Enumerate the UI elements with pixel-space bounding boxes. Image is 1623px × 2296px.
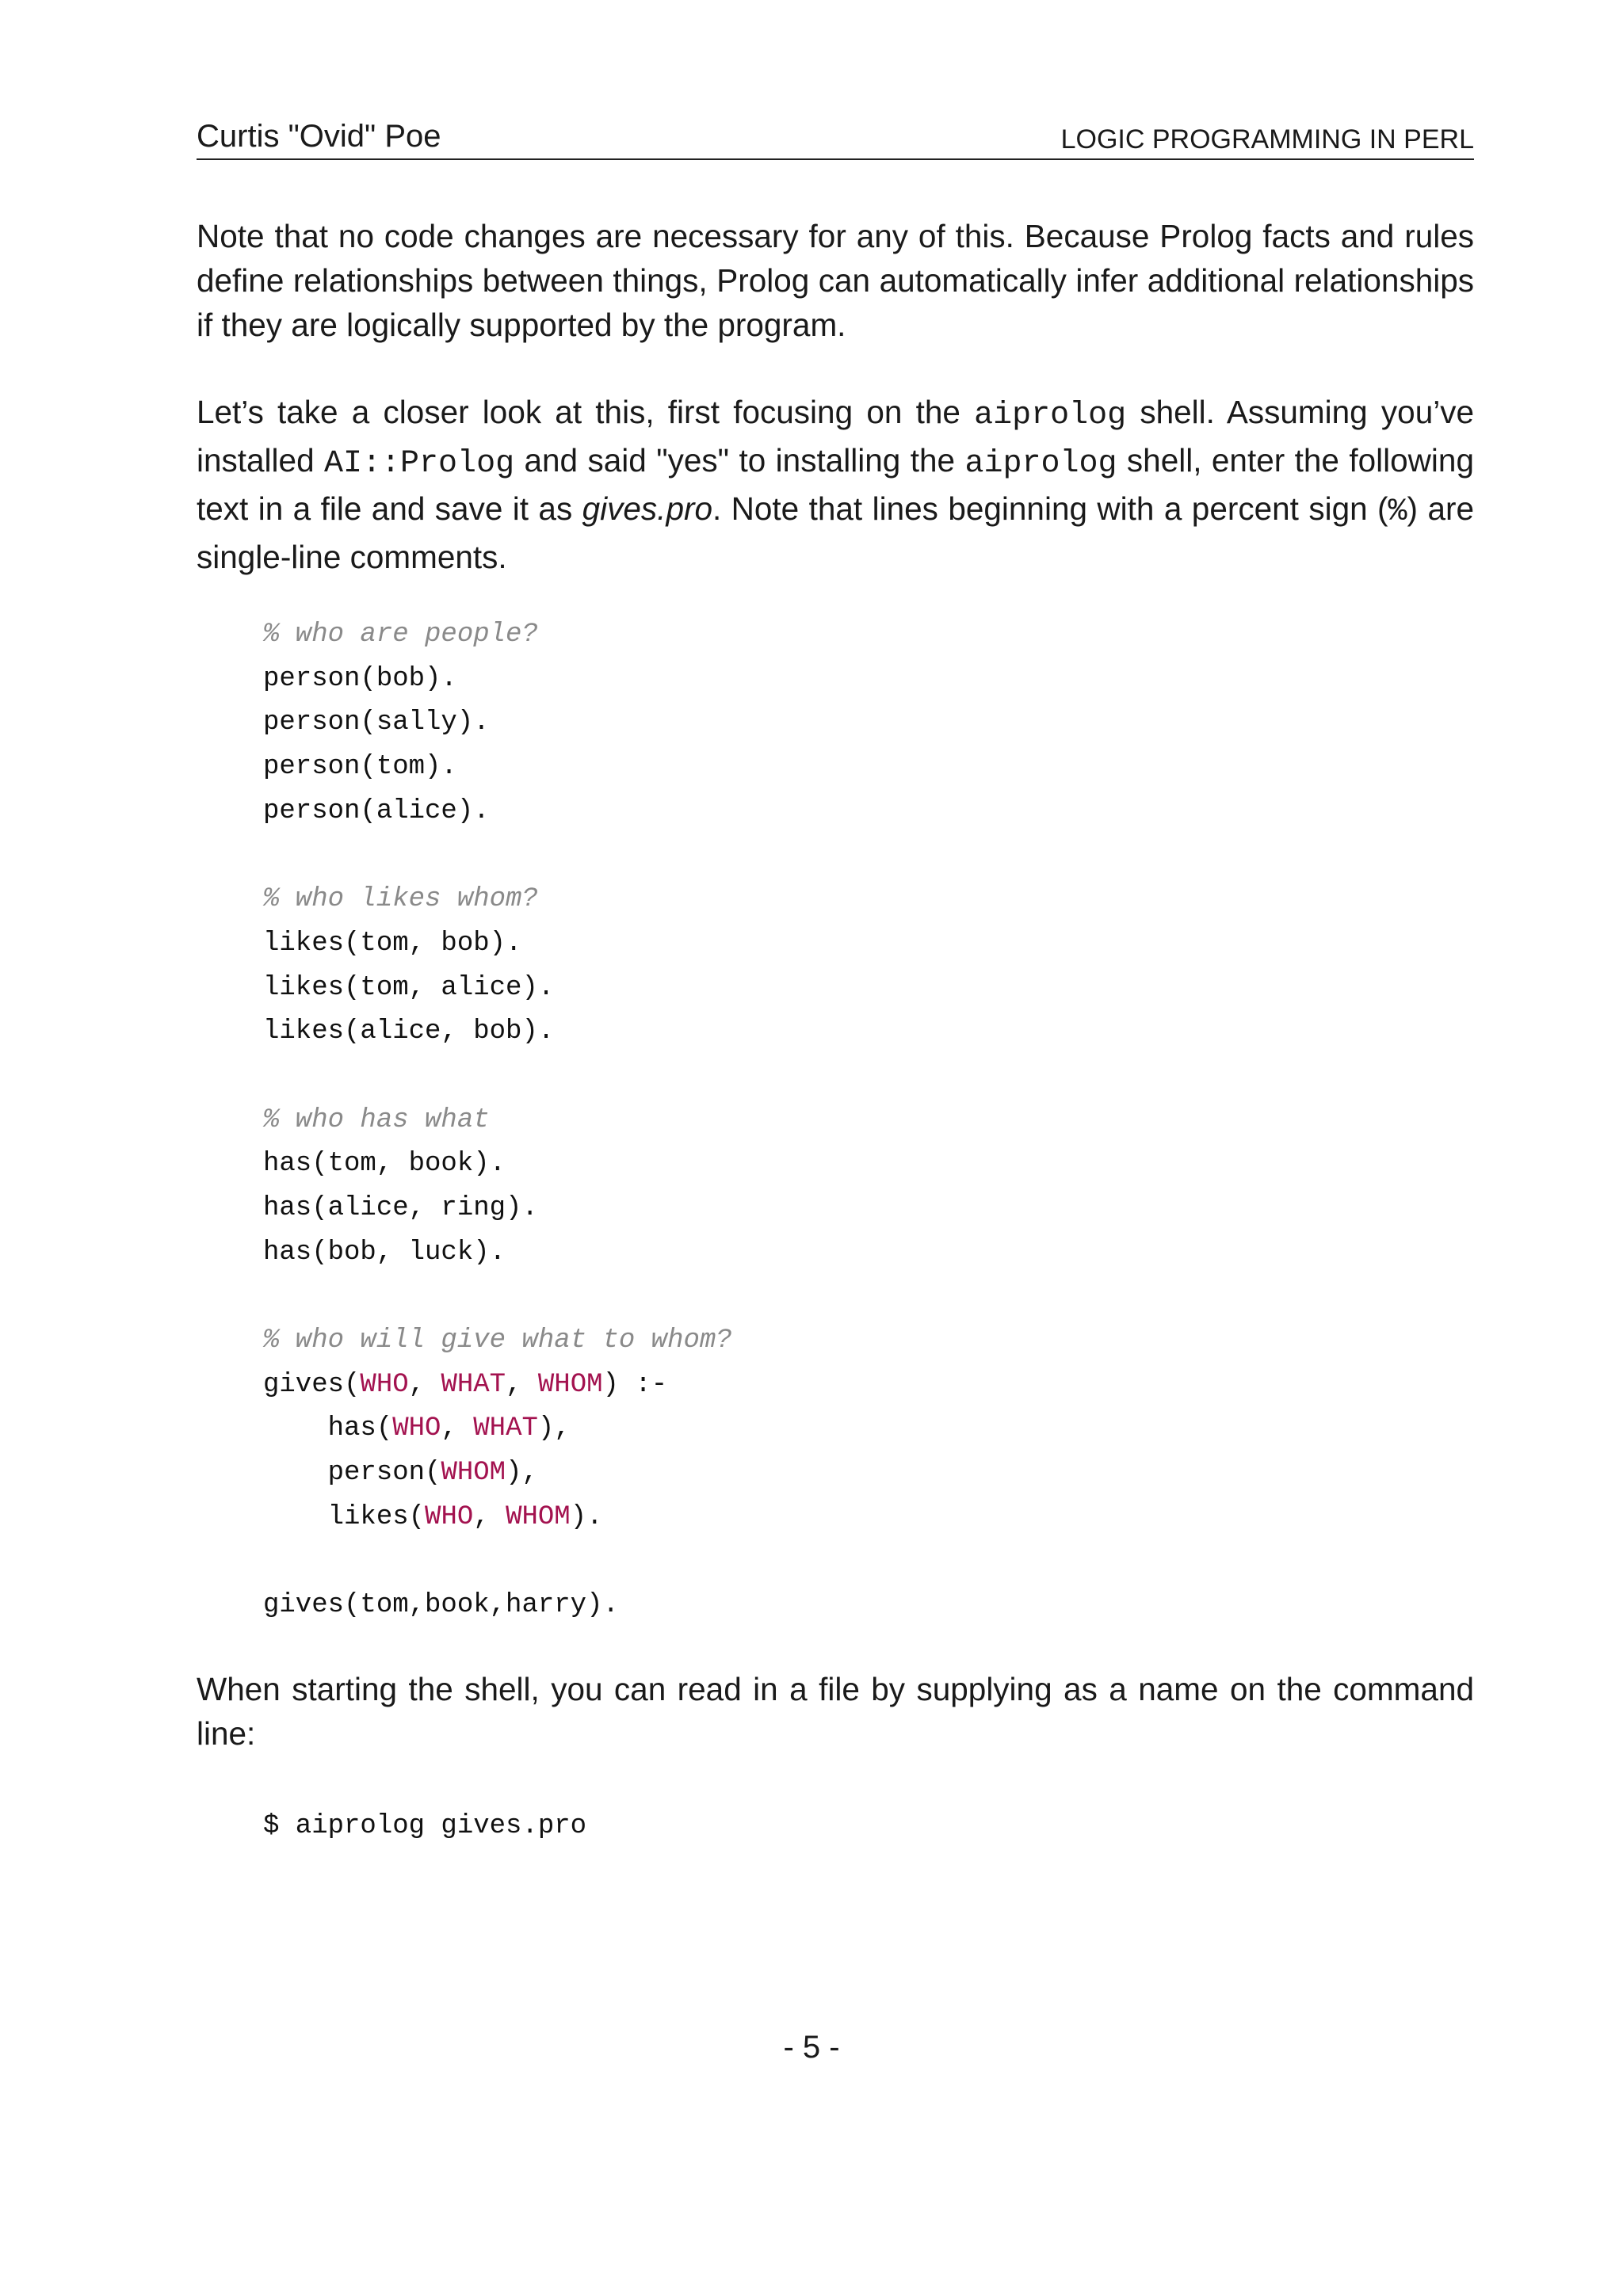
code-token: ), <box>506 1458 538 1489</box>
inline-code-aiprolog: aiprolog <box>964 446 1117 482</box>
shell-command <box>263 1805 586 1849</box>
code-token: ), <box>537 1413 571 1444</box>
code-line: $ aiprolog gives.pro <box>263 1811 587 1841</box>
code-variable: WHO <box>392 1413 441 1444</box>
code-rule-body <box>263 1407 732 1451</box>
code-token: likes( <box>263 1501 426 1532</box>
code-blank-line <box>263 1275 732 1319</box>
code-token: gives( <box>263 1369 361 1400</box>
inline-code-aiprolog: aiprolog <box>974 398 1127 433</box>
code-blank-line <box>263 1539 732 1584</box>
inline-code-percent: % <box>1388 494 1407 530</box>
prolog-code-listing <box>263 613 732 1628</box>
code-line: person(bob). <box>263 663 457 694</box>
filename-emphasis: gives.pro <box>582 490 712 527</box>
paragraph-shell-instructions <box>197 390 1474 579</box>
code-line: has(alice, ring). <box>263 1192 538 1223</box>
code-comment: % who has what <box>263 1104 490 1135</box>
code-blank-line <box>263 833 732 878</box>
page-header <box>197 113 1474 160</box>
code-rule-head <box>263 1363 732 1408</box>
paragraph-read-file: When starting the shell, you can read in a file by supplying as a name on the command line: <box>197 1671 1474 1752</box>
code-comment: % who likes whom? <box>263 884 538 915</box>
code-variable: WHOM <box>506 1501 571 1532</box>
code-comment: % who are people? <box>263 620 538 650</box>
code-line: person(tom). <box>263 752 457 783</box>
code-blank-line <box>263 1055 732 1099</box>
code-line: gives(tom,book,harry). <box>263 1590 619 1621</box>
code-line: person(sally). <box>263 707 490 738</box>
code-rule-body <box>263 1496 732 1540</box>
code-variable: WHOM <box>441 1458 506 1489</box>
header-author: Curtis "Ovid" Poe <box>197 119 441 154</box>
page-number: - 5 - <box>783 2030 840 2065</box>
code-token: , <box>473 1501 506 1532</box>
code-comment: % who will give what to whom? <box>263 1325 732 1356</box>
code-rule-body <box>263 1451 732 1496</box>
code-variable: WHAT <box>473 1413 538 1444</box>
paragraph-intro: Note that no code changes are necessary for any of this. Because Prolog facts and rules define relationships between things, Prolog can automatically infer additional relationships if they are logically supported by the program. <box>197 218 1474 343</box>
text-run: . Note that lines beginning with a percent sign ( <box>712 490 1388 527</box>
code-line: has(bob, luck). <box>263 1237 506 1268</box>
inline-code-ai-prolog: AI::Prolog <box>324 446 515 482</box>
code-variable: WHAT <box>441 1369 506 1400</box>
code-line: likes(alice, bob). <box>263 1016 555 1047</box>
text-run: ) are single-line comments. <box>197 490 1474 575</box>
code-token: , <box>408 1369 441 1400</box>
code-token: ) :- <box>602 1369 668 1400</box>
code-variable: WHO <box>425 1501 474 1532</box>
text-run: shell, enter the following text in a file and save it as <box>197 442 1474 527</box>
text-run: shell. Assuming you’ve installed <box>197 394 1474 479</box>
text-run: and said "yes" to installing the <box>514 442 965 479</box>
code-token: ). <box>570 1501 603 1532</box>
code-token: , <box>506 1369 538 1400</box>
code-token: , <box>441 1413 474 1444</box>
header-title: LOGIC PROGRAMMING IN PERL <box>1060 124 1474 154</box>
code-token: has( <box>263 1413 393 1444</box>
code-line: has(tom, book). <box>263 1149 506 1180</box>
code-line: likes(tom, bob). <box>263 928 522 959</box>
code-line: likes(tom, alice). <box>263 972 555 1003</box>
text-run: Let’s take a closer look at this, first focusing on the <box>197 394 975 430</box>
code-variable: WHOM <box>537 1369 603 1400</box>
code-line: person(alice). <box>263 795 490 826</box>
code-variable: WHO <box>360 1369 409 1400</box>
code-token: person( <box>263 1458 441 1489</box>
